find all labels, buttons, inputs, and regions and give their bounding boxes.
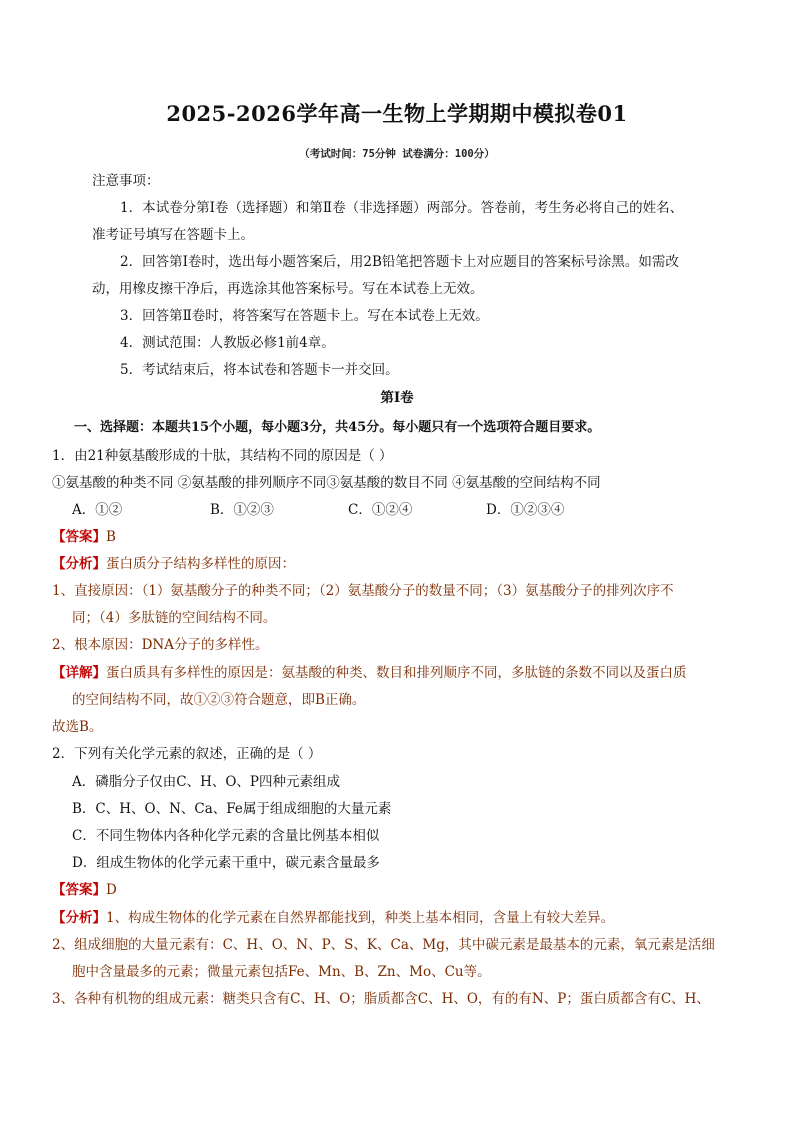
analysis-text: 1、构成生物体的化学元素在自然界都能找到，种类上基本相同，含量上有较大差异。	[106, 910, 615, 926]
question-1-conclusion: 故选B。	[52, 719, 103, 735]
question-2-analysis-3: 3、各种有机物的组成元素：糖类只含有C、H、O；脂质都含C、H、O，有的有N、P；蛋白质都含有C、H、	[52, 991, 710, 1007]
note-item-4: 4．测试范围：人教版必修1前4章。	[120, 335, 335, 351]
exam-info: （考试时间：75分钟 试卷满分：100分）	[299, 148, 495, 160]
analysis-tag: 【分析】	[52, 556, 106, 572]
question-2-option-a: A．磷脂分子仅由C、H、O、P四种元素组成	[72, 774, 341, 790]
note-item-5: 5．考试结束后，将本试卷和答题卡一并交回。	[120, 362, 399, 378]
question-1-statements: ①氨基酸的种类不同 ②氨基酸的排列顺序不同③氨基酸的数目不同 ④氨基酸的空间结构不同	[52, 475, 601, 491]
note-item-2-cont: 动，用橡皮擦干净后，再选涂其他答案标号。写在本试卷上无效。	[92, 281, 484, 297]
question-1-analysis	[52, 555, 295, 573]
note-item-1-cont: 准考证号填写在答题卡上。	[92, 227, 254, 243]
answer-value: B	[106, 529, 116, 545]
detail-text: 蛋白质具有多样性的原因是：氨基酸的种类、数目和排列顺序不同，多肽链的条数不同以及蛋白质	[106, 665, 687, 681]
question-1-detail	[52, 664, 687, 682]
note-item-1: 1．本试卷分第Ⅰ卷（选择题）和第Ⅱ卷（非选择题）两部分。答卷前，考生务必将自己的姓名、	[120, 200, 684, 216]
question-2-answer	[52, 881, 117, 899]
question-1-analysis-2: 2、根本原因：DNA分子的多样性。	[52, 637, 269, 653]
question-2-stem: 2．下列有关化学元素的叙述，正确的是（ ）	[52, 746, 322, 762]
question-1-analysis-1: 1、直接原因：（1）氨基酸分子的种类不同；（2）氨基酸分子的数量不同；（3）氨基酸分子的排列次序不	[52, 583, 674, 599]
answer-tag: 【答案】	[52, 882, 106, 898]
answer-value: D	[106, 882, 117, 898]
detail-tag: 【详解】	[52, 665, 106, 681]
question-2-option-c: C．不同生物体内各种化学元素的含量比例基本相似	[72, 828, 380, 844]
note-item-2: 2．回答第Ⅰ卷时，选出每小题答案后，用2B铅笔把答题卡上对应题目的答案标号涂黑。如需改	[120, 254, 679, 270]
question-1-answer	[52, 528, 116, 546]
question-1-option-a: A．①②	[72, 502, 123, 518]
question-2-analysis-2: 2、组成细胞的大量元素有：C、H、O、N、P、S、K、Ca、Mg，其中碳元素是最基本的元素，氧元素是活细	[52, 937, 715, 953]
question-1-detail-cont: 的空间结构不同，故①②③符合题意，即B正确。	[72, 692, 366, 708]
question-2-analysis	[52, 909, 614, 927]
question-1-option-c: C．①②④	[348, 502, 413, 518]
analysis-tag: 【分析】	[52, 910, 106, 926]
question-1-analysis-1-cont: 同；（4）多肽链的空间结构不同。	[72, 610, 277, 626]
analysis-text: 蛋白质分子结构多样性的原因：	[106, 556, 295, 572]
part-title: 第Ⅰ卷	[380, 390, 414, 406]
question-1-option-d: D．①②③④	[486, 502, 565, 518]
section-instruction: 一、选择题：本题共15个小题，每小题3分，共45分。每小题只有一个选项符合题目要求。	[74, 420, 601, 435]
note-item-3: 3．回答第Ⅱ卷时，将答案写在答题卡上。写在本试卷上无效。	[120, 308, 489, 324]
question-1-stem: 1．由21种氨基酸形成的十肽，其结构不同的原因是（ ）	[52, 448, 393, 464]
question-2-option-d: D．组成生物体的化学元素干重中，碳元素含量最多	[72, 855, 380, 871]
answer-tag: 【答案】	[52, 529, 106, 545]
question-2-option-b: B．C、H、O、N、Ca、Fe属于组成细胞的大量元素	[72, 801, 392, 817]
notes-heading: 注意事项：	[92, 173, 160, 189]
question-2-analysis-2-cont: 胞中含量最多的元素；微量元素包括Fe、Mn、B、Zn、Mo、Cu等。	[72, 964, 491, 980]
page-title: 2025-2026学年高一生物上学期期中模拟卷01	[166, 101, 628, 126]
question-1-option-b: B．①②③	[210, 502, 274, 518]
